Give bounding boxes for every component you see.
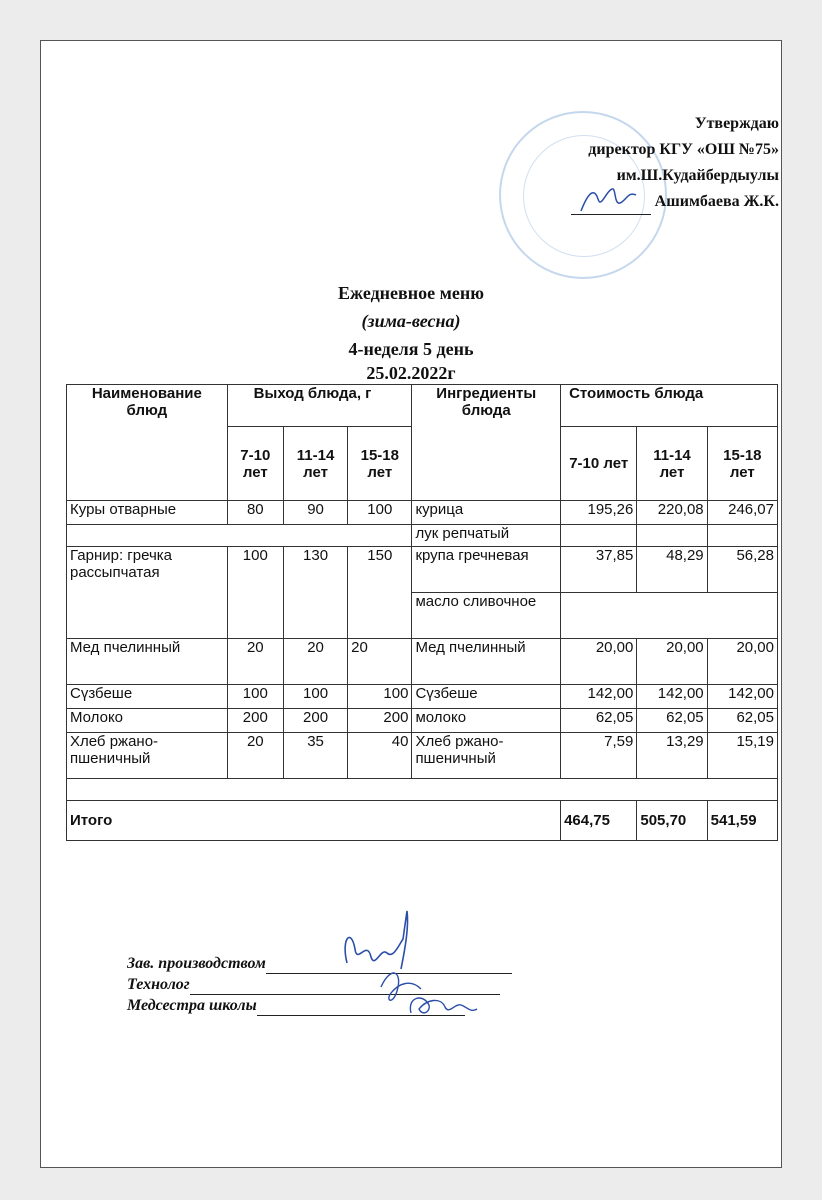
output-11-14: 90 <box>283 501 347 525</box>
output-7-10: 100 <box>227 547 283 639</box>
signature-nurse <box>127 995 512 1016</box>
output-11-14: 20 <box>283 639 347 685</box>
table-row <box>67 685 778 709</box>
cost-15-18: 15,19 <box>707 733 777 779</box>
total-row <box>67 801 778 841</box>
output-15-18: 20 <box>348 639 412 685</box>
output-11-14: 100 <box>283 685 347 709</box>
approval-school-name: им.Ш.Кудайбердыулы <box>616 167 779 184</box>
document-page <box>40 40 782 1168</box>
cost-7-10: 62,05 <box>561 709 637 733</box>
output-7-10: 100 <box>227 685 283 709</box>
total-11-14: 505,70 <box>637 801 707 841</box>
table-row <box>67 709 778 733</box>
dish-name: Сүзбеше <box>67 685 228 709</box>
output-7-10: 80 <box>227 501 283 525</box>
cost-11-14: 142,00 <box>637 685 707 709</box>
ingredient: курица <box>412 501 561 525</box>
cost-7-10 <box>561 525 637 547</box>
output-11-14: 200 <box>283 709 347 733</box>
approval-title: Утверждаю <box>694 115 779 132</box>
table-row <box>67 639 778 685</box>
cost-empty <box>561 593 778 639</box>
output-11-14: 130 <box>283 547 347 639</box>
ingredient: лук репчатый <box>412 525 561 547</box>
header-ingredients: Ингредиенты блюда <box>412 385 561 501</box>
output-7-10: 20 <box>227 639 283 685</box>
dish-name: Гарнир: гречка рассыпчатая <box>67 547 228 639</box>
cost-7-10: 37,85 <box>561 547 637 593</box>
cost-15-18: 20,00 <box>707 639 777 685</box>
cost-15-18: 56,28 <box>707 547 777 593</box>
cost-7-10: 7,59 <box>561 733 637 779</box>
output-15-18: 150 <box>348 547 412 639</box>
total-7-10: 464,75 <box>561 801 637 841</box>
ingredient: масло сливочное <box>412 593 561 639</box>
table-row <box>67 733 778 779</box>
header-cost: Стоимость блюда <box>561 385 778 427</box>
dish-name <box>67 525 412 547</box>
ingredient: Хлеб ржано-пшеничный <box>412 733 561 779</box>
header-dish-name: Наименование блюд <box>67 385 228 501</box>
menu-header <box>41 279 781 383</box>
header-output-age-15-18: 15-18 лет <box>348 427 412 501</box>
signatures-block <box>127 953 512 1016</box>
output-15-18: 100 <box>348 685 412 709</box>
output-15-18: 100 <box>348 501 412 525</box>
cost-15-18: 62,05 <box>707 709 777 733</box>
cost-11-14: 48,29 <box>637 547 707 593</box>
header-cost-age-7-10: 7-10 лет <box>561 427 637 501</box>
table-row <box>67 525 778 547</box>
dish-name: Мед пчелинный <box>67 639 228 685</box>
signature-technologist <box>127 974 512 995</box>
approval-signature-line <box>571 189 779 215</box>
cost-11-14: 13,29 <box>637 733 707 779</box>
cost-11-14: 62,05 <box>637 709 707 733</box>
signature-technologist-label: Технолог <box>127 976 190 993</box>
ingredient: Сүзбеше <box>412 685 561 709</box>
ingredient: молоко <box>412 709 561 733</box>
cost-15-18: 246,07 <box>707 501 777 525</box>
menu-week-day: 4-неделя 5 день <box>348 339 474 359</box>
cost-15-18 <box>707 525 777 547</box>
total-label: Итого <box>67 801 561 841</box>
dish-name: Куры отварные <box>67 501 228 525</box>
approval-block <box>571 111 779 215</box>
cost-15-18: 142,00 <box>707 685 777 709</box>
total-15-18: 541,59 <box>707 801 777 841</box>
header-output: Выход блюда, г <box>227 385 412 427</box>
menu-table <box>66 384 778 841</box>
cost-11-14: 20,00 <box>637 639 707 685</box>
director-name: Ашимбаева Ж.К. <box>654 193 779 210</box>
table-row <box>67 547 778 593</box>
output-15-18: 40 <box>348 733 412 779</box>
dish-name: Хлеб ржано-пшеничный <box>67 733 228 779</box>
output-15-18: 200 <box>348 709 412 733</box>
output-11-14: 35 <box>283 733 347 779</box>
dish-name: Молоко <box>67 709 228 733</box>
approval-position: директор КГУ «ОШ №75» <box>588 141 779 158</box>
cost-7-10: 142,00 <box>561 685 637 709</box>
menu-season: (зима-весна) <box>361 311 461 331</box>
cost-7-10: 20,00 <box>561 639 637 685</box>
ingredient: крупа гречневая <box>412 547 561 593</box>
header-output-age-7-10: 7-10 лет <box>227 427 283 501</box>
header-cost-age-11-14: 11-14 лет <box>637 427 707 501</box>
cost-7-10: 195,26 <box>561 501 637 525</box>
menu-title: Ежедневное меню <box>338 283 484 303</box>
signature-nurse-label: Медсестра школы <box>127 997 257 1014</box>
ingredient: Мед пчелинный <box>412 639 561 685</box>
table-row <box>67 501 778 525</box>
output-7-10: 200 <box>227 709 283 733</box>
signature-production <box>127 953 512 974</box>
cost-11-14 <box>637 525 707 547</box>
output-7-10: 20 <box>227 733 283 779</box>
header-output-age-11-14: 11-14 лет <box>283 427 347 501</box>
cost-11-14: 220,08 <box>637 501 707 525</box>
header-cost-age-15-18: 15-18 лет <box>707 427 777 501</box>
menu-date: 25.02.2022г <box>366 363 456 383</box>
table-row-spacer <box>67 779 778 801</box>
signature-production-label: Зав. производством <box>127 955 266 972</box>
